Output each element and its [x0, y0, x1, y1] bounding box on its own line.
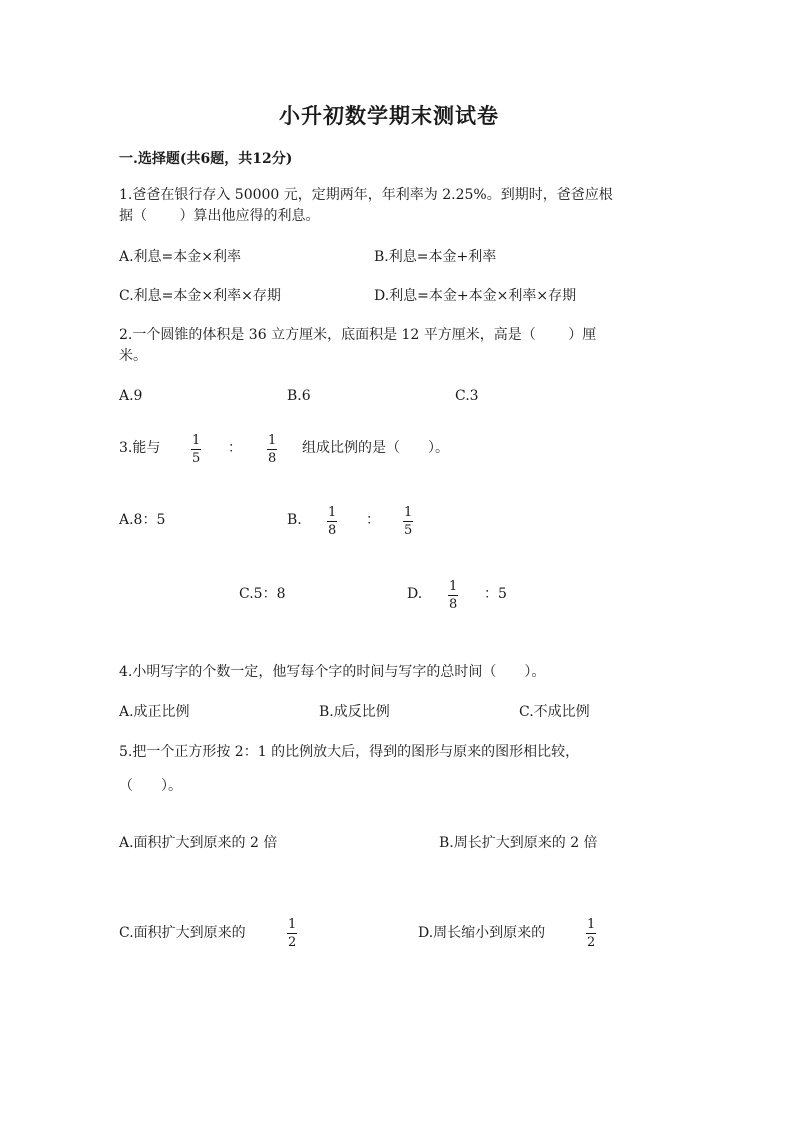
fraction-bar — [403, 521, 413, 522]
fraction-bar — [287, 933, 297, 934]
question-1-stem-line2: 据（ ）算出他应得的利息。 — [119, 208, 320, 224]
page-title: 小升初数学期末测试卷 — [279, 103, 499, 128]
fraction-denominator: 5 — [404, 523, 413, 538]
question-1-option-d: D.利息=本金+本金×利率×存期 — [374, 288, 577, 304]
question-1-option-a: A.利息=本金×利率 — [119, 249, 242, 265]
question-2-option-a: A.9 — [119, 388, 143, 404]
question-5-option-d-fraction — [585, 917, 597, 950]
question-1-stem-line1: 1.爸爸在银行存入 50000 元，定期两年，年利率为 2.25%。到期时，爸爸应根 — [119, 187, 613, 203]
question-4-stem: 4.小明写字的个数一定，他写每个字的时间与写字的总时间（ ）。 — [119, 664, 546, 680]
fraction-bar — [191, 449, 201, 450]
fraction-bar — [327, 521, 337, 522]
fraction-numerator: 1 — [268, 433, 277, 448]
question-5-stem-line2: （ ）。 — [119, 778, 182, 794]
question-3-option-b-colon: ： — [366, 512, 380, 528]
fraction-numerator: 1 — [328, 505, 337, 520]
question-3-stem-prefix: 3.能与 — [119, 440, 161, 456]
fraction-bar — [586, 933, 596, 934]
fraction-denominator: 8 — [449, 597, 458, 612]
fraction-denominator: 5 — [192, 451, 201, 466]
question-3-fraction-2 — [266, 433, 278, 466]
fraction-numerator: 1 — [288, 917, 297, 932]
section-heading: 一.选择题(共6题，共12分) — [119, 151, 293, 167]
fraction-numerator: 1 — [587, 917, 596, 932]
fraction-denominator: 8 — [268, 451, 277, 466]
question-3-option-c: C.5：8 — [239, 586, 286, 602]
fraction-denominator: 2 — [288, 935, 297, 950]
question-1-option-c: C.利息=本金×利率×存期 — [119, 288, 281, 304]
question-3-option-b-label: B. — [287, 512, 302, 528]
question-4-option-b: B.成反比例 — [319, 704, 390, 720]
question-5-option-a: A.面积扩大到原来的 2 倍 — [119, 835, 278, 851]
question-5-option-c-fraction — [286, 917, 298, 950]
fraction-bar — [448, 595, 458, 596]
question-1-option-b: B.利息=本金+利率 — [374, 249, 497, 265]
question-5-stem-line1: 5.把一个正方形按 2：1 的比例放大后，得到的图形与原来的图形相比较， — [119, 744, 580, 760]
fraction-numerator: 1 — [404, 505, 413, 520]
question-2-stem-line1: 2.一个圆锥的体积是 36 立方厘米，底面积是 12 平方厘米，高是（ ）厘 — [119, 327, 597, 343]
question-3-option-b-fraction-1 — [326, 505, 338, 538]
question-2-option-c: C.3 — [455, 388, 479, 404]
question-3-fraction-1 — [190, 433, 202, 466]
question-3-colon: ： — [228, 440, 242, 456]
question-2-stem-line2: 米。 — [119, 348, 147, 364]
question-3-option-d-suffix: ：5 — [484, 586, 507, 602]
question-5-option-d: D.周长缩小到原来的 — [418, 925, 546, 941]
fraction-denominator: 2 — [587, 935, 596, 950]
question-2-option-b: B.6 — [287, 388, 311, 404]
fraction-numerator: 1 — [449, 579, 458, 594]
question-5-option-c: C.面积扩大到原来的 — [119, 925, 246, 941]
question-3-option-d-label: D. — [407, 586, 423, 602]
question-5-option-b: B.周长扩大到原来的 2 倍 — [439, 835, 598, 851]
fraction-numerator: 1 — [192, 433, 201, 448]
question-4-option-c: C.不成比例 — [519, 704, 590, 720]
question-4-option-a: A.成正比例 — [119, 704, 190, 720]
fraction-denominator: 8 — [328, 523, 337, 538]
question-3-option-d-fraction — [447, 579, 459, 612]
fraction-bar — [267, 449, 277, 450]
question-3-option-b-fraction-2 — [402, 505, 414, 538]
question-3-stem-suffix: 组成比例的是（ ）。 — [302, 440, 449, 456]
question-3-option-a: A.8：5 — [119, 512, 166, 528]
